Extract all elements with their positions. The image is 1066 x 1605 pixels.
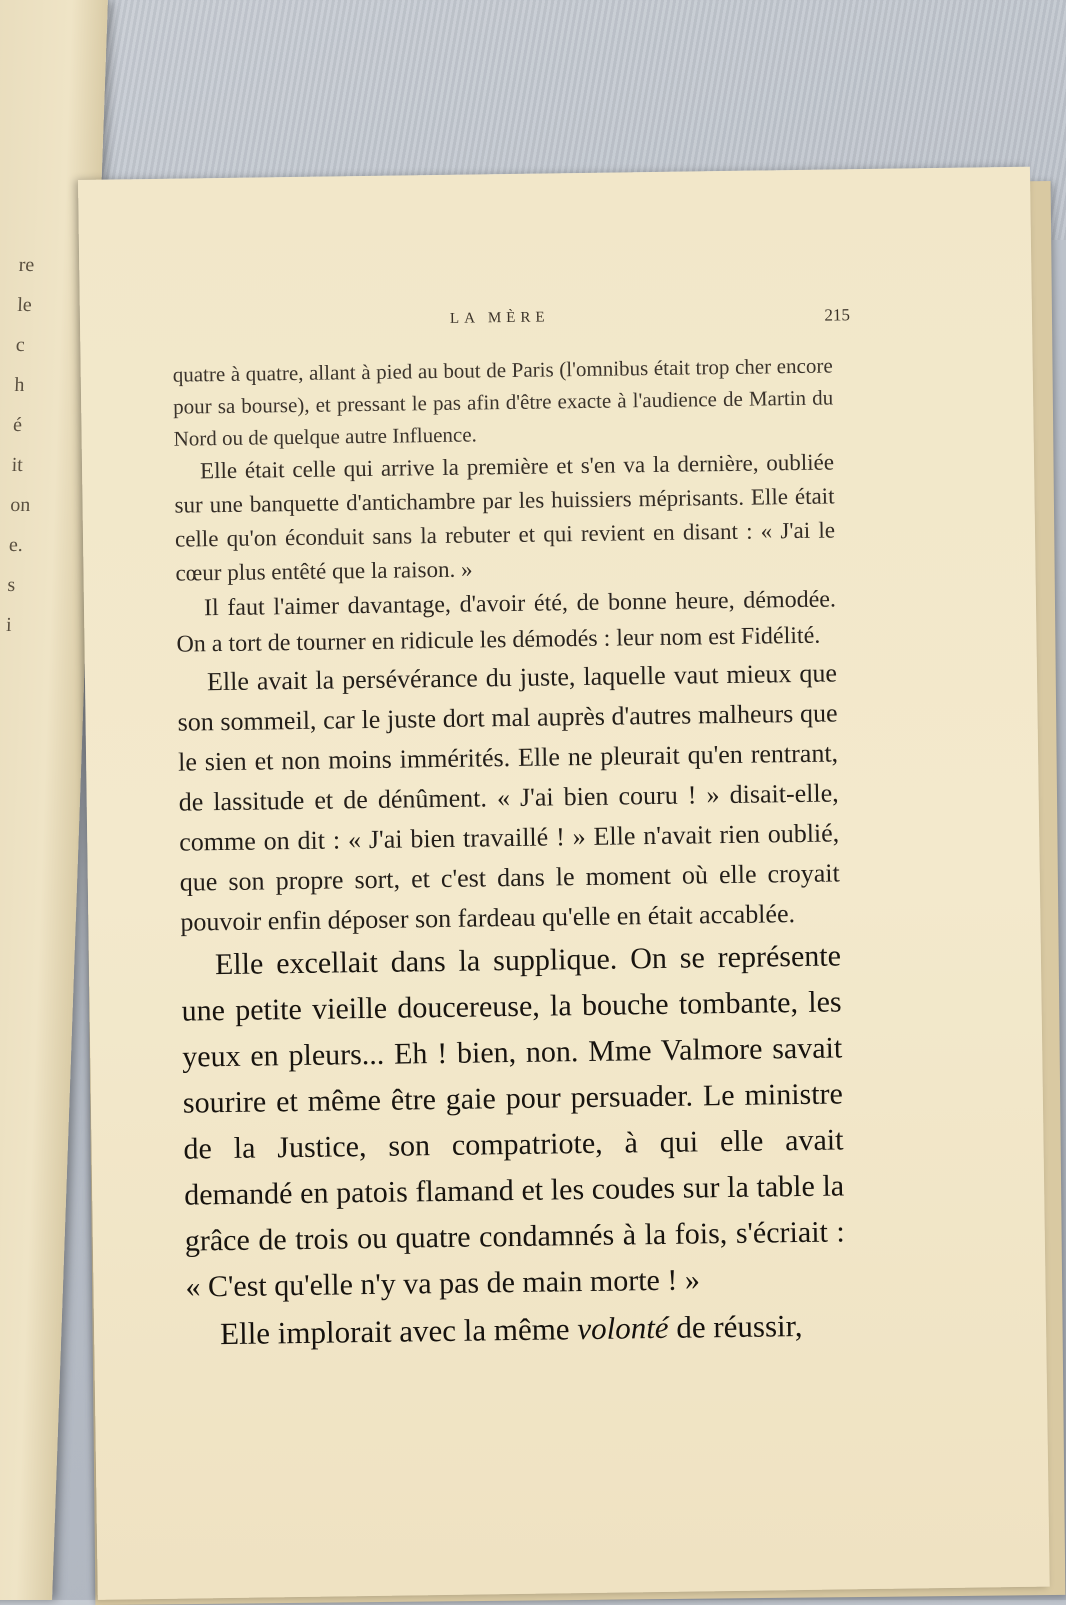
left-fragment: e. xyxy=(8,534,24,556)
page-number: 215 xyxy=(824,305,851,325)
left-fragment: i xyxy=(5,614,13,636)
running-title: LA MÈRE xyxy=(449,309,550,327)
left-fragment: le xyxy=(16,294,33,316)
paragraph-2: Elle était celle qui arrive la première et s'en va la dernière, oubliée sur une banquette d'antichambre par les huissiers méprisants. Elle était celle qu'on éconduit sans la rebuter et qui revient en disant : « J'ai le cœur plus entêté que la raison. » xyxy=(174,449,836,586)
paragraph-5: Elle excellait dans la supplique. On se représente une petite vieille doucereuse, la bouche tombante, les yeux en pleurs... Eh ! bien, non. Mme Valmore savait sourire et même être gaie pour persuader. Le ministre de la Justice, son compatriote, à qui elle avait demandé en patois flamand et les coudes sur la table la grâce de trois ou quatre condamnés à la fois, s'écriait : « C'est qu'elle n'y va pas de main morte ! » xyxy=(181,939,845,1304)
body-text xyxy=(173,349,847,1358)
last-line-before: Elle implorait avec la même xyxy=(219,1311,578,1352)
left-fragment: h xyxy=(14,374,25,396)
last-line-after: de réussir, xyxy=(668,1307,803,1345)
left-fragment: é xyxy=(12,414,23,436)
book-page xyxy=(78,167,1050,1600)
last-line-emphasis: volonté xyxy=(577,1309,669,1347)
page-header xyxy=(450,305,850,341)
left-fragment: c xyxy=(15,334,26,356)
left-fragment: it xyxy=(11,454,24,476)
paragraph-4: Elle avait la persévérance du juste, laquelle vaut mieux que son sommeil, car le juste dort mal auprès d'autres malheurs que le sien et non moins immérités. Elle ne pleurait qu'en rentrant, de lassitude et de dénûment. « J'ai bien couru ! » disait-elle, comme on dit : « J'ai bien travaillé ! » Elle n'avait rien oublié, que son propre sort, et c'est dans le moment où elle croyait pouvoir enfin déposer son fardeau qu'elle en était accablée. xyxy=(177,658,840,937)
paragraph-3: Il faut l'aimer davantage, d'avoir été, de bonne heure, démodée. On a tort de tourner en ridicule les démodés : leur nom est Fidélité. xyxy=(176,586,837,658)
left-fragment: on xyxy=(9,494,31,516)
paragraph-6-start xyxy=(186,1301,847,1358)
left-fragment: re xyxy=(18,254,35,276)
left-page-text-fragments xyxy=(5,250,79,650)
left-fragment: s xyxy=(7,574,16,596)
paragraph-1: quatre à quatre, allant à pied au bout de Paris (l'omnibus était trop cher encore pour sa bourse), et pressant le pas afin d'être exacte à l'audience de Martin du Nord ou de quelque autre Influence. xyxy=(172,353,834,451)
